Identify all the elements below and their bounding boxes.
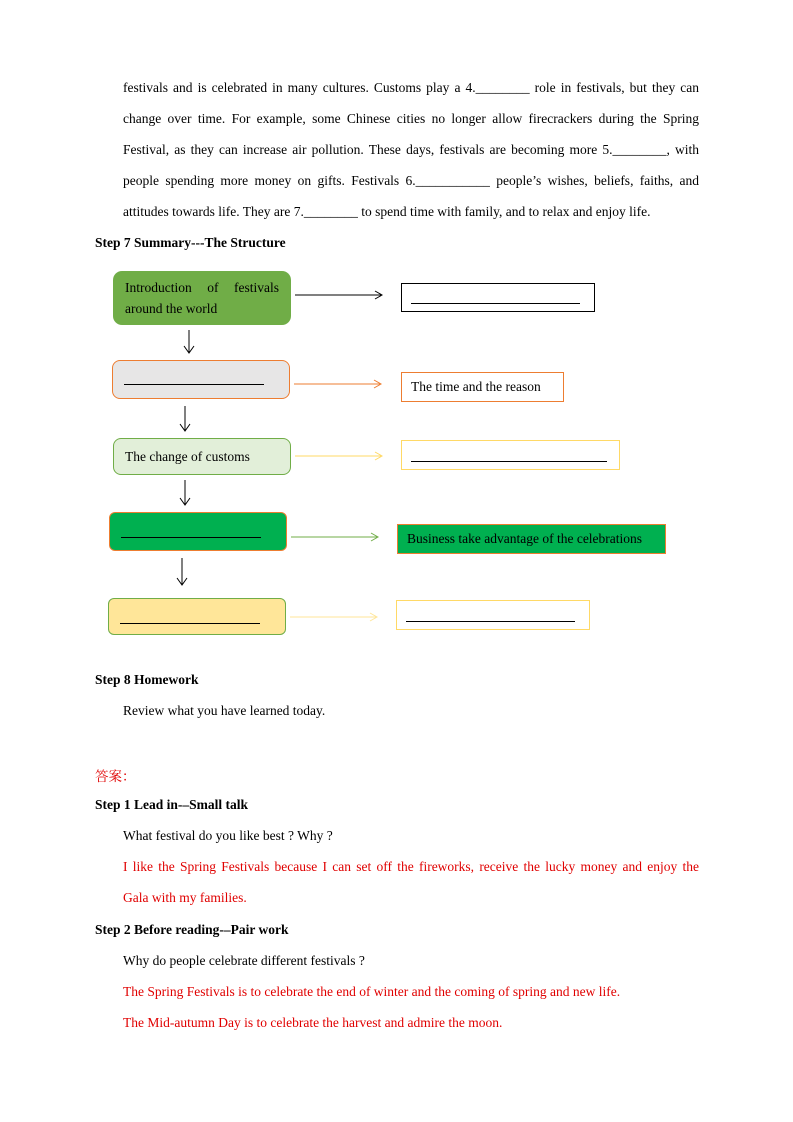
step8-heading: Step 8 Homework [95, 672, 199, 687]
flow-box-business [397, 524, 666, 554]
flow-box-label: Business take advantage of the celebrations [407, 531, 643, 546]
step1-heading: Step 1 Lead in-–Small talk [95, 797, 249, 812]
flow-box-blank-5[interactable] [108, 598, 286, 635]
step2-answer-line: The Spring Festivals is to celebrate the end of winter and the coming of spring and new life. [123, 984, 621, 999]
step8-text: Review what you have learned today. [123, 703, 326, 718]
flow-box-time-reason [401, 372, 564, 402]
right-arrow-icon [295, 451, 385, 461]
blank-line [406, 621, 575, 622]
step1-answer-line: Gala with my families. [123, 890, 247, 905]
answer-box-3[interactable] [401, 440, 620, 470]
step2-heading: Step 2 Before reading-–Pair work [95, 922, 289, 937]
step7-heading: Step 7 Summary---The Structure [95, 235, 286, 250]
down-arrow-icon [179, 406, 191, 432]
answers-label: 答案： [95, 769, 136, 785]
paragraph-line: people spending more money on gifts. Festivals 6.___________ people’s wishes, beliefs, faiths, and [123, 173, 699, 188]
right-arrow-icon [294, 379, 384, 389]
flow-box-change-of-customs [113, 438, 291, 475]
down-arrow-icon [183, 330, 195, 354]
paragraph-line: festivals and is celebrated in many cultures. Customs play a 4.________ role in festivals, but they can [123, 80, 699, 95]
answer-box-1[interactable] [401, 283, 595, 312]
down-arrow-icon [179, 480, 191, 506]
blank-line [411, 303, 580, 304]
paragraph-line: attitudes towards life. They are 7.________ to spend time with family, and to relax and enjoy life. [123, 204, 651, 219]
answer-box-5[interactable] [396, 600, 590, 630]
down-arrow-icon [176, 558, 188, 586]
blank-line [120, 623, 260, 624]
step1-answer-line: I like the Spring Festivals because I can set off the fireworks, receive the lucky money and enjoy the [123, 859, 699, 874]
blank-line [411, 461, 607, 462]
blank-line [124, 384, 264, 385]
right-arrow-icon [295, 290, 385, 300]
step1-question: What festival do you like best ? Why ? [123, 828, 333, 843]
flow-box-label: The change of customs [125, 448, 250, 464]
blank-line [121, 537, 261, 538]
paragraph-line: Festival, as they can increase air pollution. These days, festivals are becoming more 5.________, with [123, 142, 699, 157]
flow-box-blank-4[interactable] [109, 512, 287, 551]
right-arrow-icon [290, 612, 380, 622]
flow-box-introduction [113, 271, 291, 325]
flow-box-blank-2[interactable] [112, 360, 290, 399]
flow-box-label: The time and the reason [411, 379, 541, 394]
intro-paragraph [123, 72, 699, 227]
right-arrow-icon [291, 532, 381, 542]
step2-answer-line: The Mid-autumn Day is to celebrate the harvest and admire the moon. [123, 1015, 503, 1030]
paragraph-line: change over time. For example, some Chinese cities no longer allow firecrackers during the Spring [123, 111, 699, 126]
flow-box-label: Introduction of festivals around the world [125, 280, 279, 316]
step2-question: Why do people celebrate different festivals ? [123, 953, 365, 968]
